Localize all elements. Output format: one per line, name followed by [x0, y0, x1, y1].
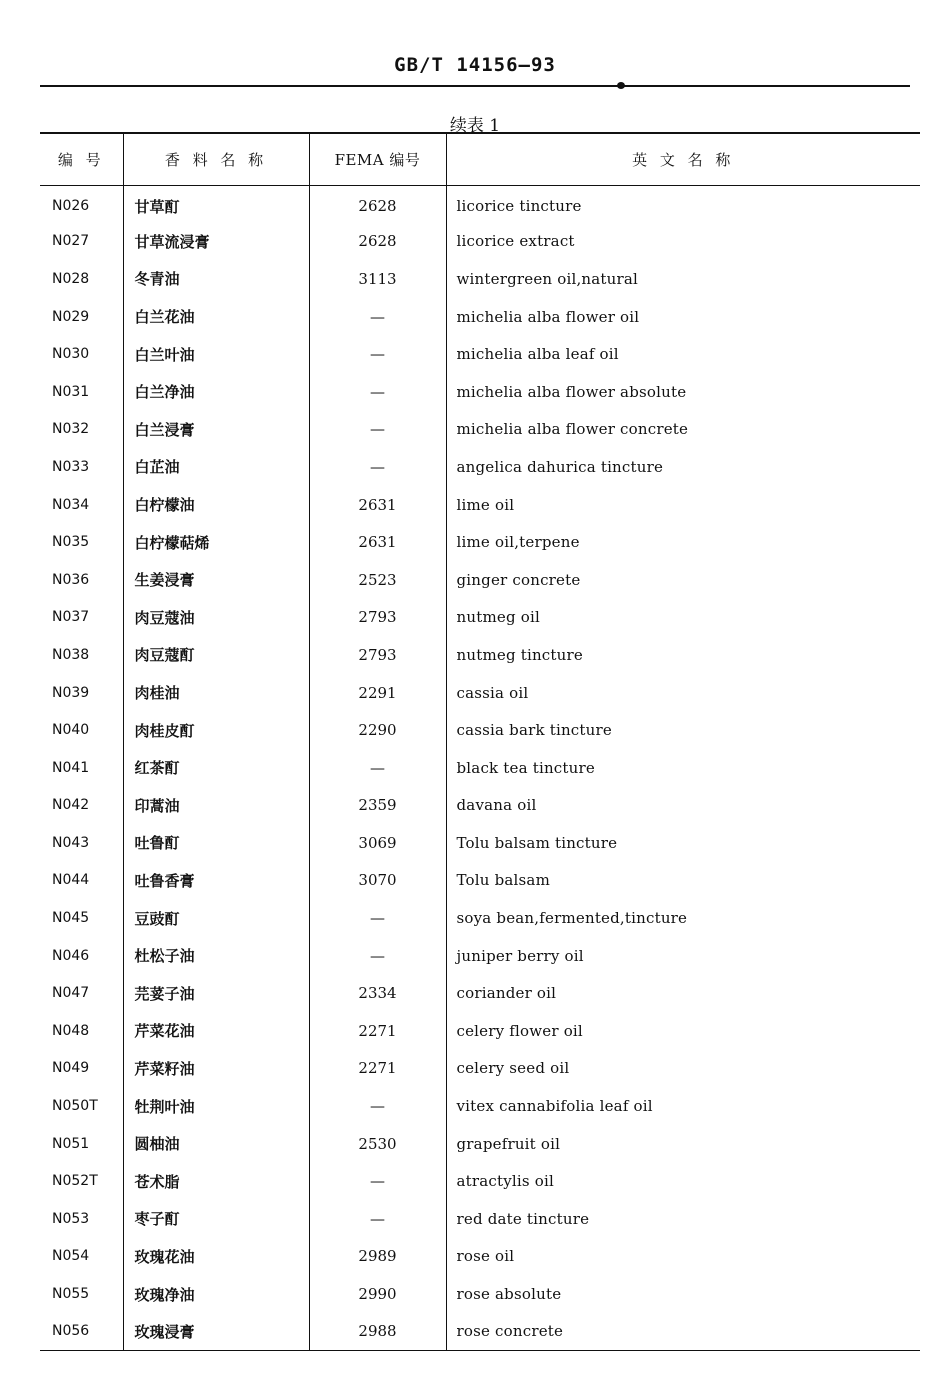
row-fema-number: 3070 [309, 862, 446, 900]
row-fema-number: — [309, 1087, 446, 1125]
row-fema-number: 3113 [309, 260, 446, 298]
table-caption: 续表 1 [449, 116, 501, 136]
table-row [40, 787, 920, 825]
row-fema-number: 2334 [309, 974, 446, 1012]
table-row [40, 749, 920, 787]
row-id: N035 [52, 534, 90, 551]
table-row [40, 1012, 920, 1050]
flavor-table-container [40, 132, 920, 1351]
column-header-english-name: 英 文 名 称 [446, 133, 920, 185]
row-fema-number: 2628 [309, 223, 446, 261]
table-row [40, 298, 920, 336]
row-chinese-name: 枣子酊 [123, 1200, 309, 1238]
row-english-name: rose absolute [446, 1275, 920, 1313]
row-english-name: soya bean,fermented,tincture [446, 899, 920, 937]
table-row [40, 1087, 920, 1125]
row-fema-number: — [309, 1200, 446, 1238]
row-english-name: celery flower oil [446, 1012, 920, 1050]
row-english-name: vitex cannabifolia leaf oil [446, 1087, 920, 1125]
row-english-name: coriander oil [446, 974, 920, 1012]
row-chinese-name: 白兰花油 [123, 298, 309, 336]
table-header-row [40, 133, 920, 185]
row-id: N048 [52, 1022, 90, 1039]
row-fema-number: 2793 [309, 636, 446, 674]
row-english-name: licorice extract [446, 223, 920, 261]
table-row [40, 223, 920, 261]
table-row [40, 1125, 920, 1163]
row-english-name: red date tincture [446, 1200, 920, 1238]
row-id: N056 [40, 1313, 123, 1351]
row-fema-number: — [309, 411, 446, 449]
row-chinese-name: 玫瑰净油 [123, 1275, 309, 1313]
header-rule-dot [617, 82, 625, 89]
row-english-name: michelia alba leaf oil [446, 335, 920, 373]
table-row [40, 373, 920, 411]
row-chinese-name: 玫瑰浸膏 [123, 1313, 309, 1351]
row-fema-number: 2271 [309, 1012, 446, 1050]
row-fema-number: — [309, 373, 446, 411]
row-english-name: juniper berry oil [446, 937, 920, 975]
row-fema-number: — [309, 448, 446, 486]
row-chinese-name: 印蒿油 [123, 787, 309, 825]
table-row [40, 448, 920, 486]
row-english-name: michelia alba flower absolute [446, 373, 920, 411]
row-chinese-name: 豆豉酊 [123, 899, 309, 937]
row-id: N032 [52, 421, 90, 438]
table-row [40, 899, 920, 937]
row-english-name: celery seed oil [446, 1050, 920, 1088]
table-row [40, 711, 920, 749]
row-id: N052T [52, 1173, 98, 1190]
row-id: N050T [52, 1098, 98, 1115]
table-row [40, 1162, 920, 1200]
table-row [40, 1313, 920, 1351]
table-row [40, 636, 920, 674]
row-id: N040 [52, 722, 90, 739]
row-english-name: grapefruit oil [446, 1125, 920, 1163]
row-id: N030 [52, 346, 90, 363]
row-chinese-name: 白柠檬萜烯 [123, 523, 309, 561]
row-id: N047 [52, 985, 90, 1002]
row-english-name: rose oil [446, 1238, 920, 1276]
row-english-name: nutmeg oil [446, 599, 920, 637]
row-english-name: nutmeg tincture [446, 636, 920, 674]
row-fema-number: 2291 [309, 674, 446, 712]
row-english-name: rose concrete [446, 1313, 920, 1351]
table-row [40, 824, 920, 862]
row-chinese-name: 红茶酊 [123, 749, 309, 787]
row-chinese-name: 芹菜籽油 [123, 1050, 309, 1088]
row-id: N026 [52, 198, 90, 215]
row-english-name: black tea tincture [446, 749, 920, 787]
row-english-name: wintergreen oil,natural [446, 260, 920, 298]
row-chinese-name: 芹菜花油 [123, 1012, 309, 1050]
row-id: N031 [52, 383, 90, 400]
row-fema-number: — [309, 1162, 446, 1200]
table-row [40, 523, 920, 561]
row-id: N034 [52, 496, 90, 513]
row-fema-number: — [309, 335, 446, 373]
row-chinese-name: 白柠檬油 [123, 486, 309, 524]
row-chinese-name: 肉桂油 [123, 674, 309, 712]
row-chinese-name: 甘草流浸膏 [123, 223, 309, 261]
row-fema-number: — [309, 749, 446, 787]
column-header-fema: FEMA 编号 [309, 133, 446, 185]
row-fema-number: — [309, 899, 446, 937]
row-fema-number: — [309, 298, 446, 336]
row-id: N033 [52, 458, 90, 475]
table-row [40, 185, 920, 223]
row-chinese-name: 苍术脂 [123, 1162, 309, 1200]
row-id: N029 [52, 308, 90, 325]
row-id: N053 [52, 1210, 90, 1227]
row-english-name: licorice tincture [446, 185, 920, 223]
row-english-name: angelica dahurica tincture [446, 448, 920, 486]
row-chinese-name: 甘草酊 [123, 185, 309, 223]
table-row [40, 862, 920, 900]
row-english-name: michelia alba flower concrete [446, 411, 920, 449]
row-chinese-name: 芫荽子油 [123, 974, 309, 1012]
row-id: N039 [52, 684, 90, 701]
flavor-table [40, 132, 920, 1351]
row-english-name: lime oil [446, 486, 920, 524]
table-row [40, 411, 920, 449]
row-english-name: Tolu balsam tincture [446, 824, 920, 862]
row-fema-number: 2793 [309, 599, 446, 637]
column-header-chinese-name: 香 料 名 称 [123, 133, 309, 185]
row-id: N028 [52, 270, 90, 287]
header-rule [40, 85, 910, 87]
row-id: N042 [52, 797, 90, 814]
row-chinese-name: 白兰浸膏 [123, 411, 309, 449]
row-chinese-name: 吐鲁香膏 [123, 862, 309, 900]
column-header-id: 编 号 [40, 133, 123, 185]
table-row [40, 486, 920, 524]
table-row [40, 561, 920, 599]
row-chinese-name: 圆柚油 [123, 1125, 309, 1163]
row-id: N036 [52, 571, 90, 588]
row-id: N043 [52, 834, 90, 851]
table-row [40, 599, 920, 637]
row-chinese-name: 玫瑰花油 [123, 1238, 309, 1276]
row-fema-number: 2631 [309, 486, 446, 524]
row-fema-number: 2359 [309, 787, 446, 825]
row-fema-number: 2523 [309, 561, 446, 599]
table-row [40, 1275, 920, 1313]
row-chinese-name: 白兰叶油 [123, 335, 309, 373]
row-fema-number: 2990 [309, 1275, 446, 1313]
table-row [40, 1238, 920, 1276]
row-id: N049 [52, 1060, 90, 1077]
row-id: N041 [52, 759, 90, 776]
table-row [40, 674, 920, 712]
row-english-name: davana oil [446, 787, 920, 825]
row-id: N037 [52, 609, 90, 626]
row-fema-number: 2530 [309, 1125, 446, 1163]
row-id: N055 [52, 1286, 90, 1303]
table-row [40, 974, 920, 1012]
table-row [40, 335, 920, 373]
row-english-name: lime oil,terpene [446, 523, 920, 561]
table-row [40, 1200, 920, 1238]
row-id: N046 [52, 947, 90, 964]
table-row [40, 937, 920, 975]
row-chinese-name: 白兰净油 [123, 373, 309, 411]
row-fema-number: 2989 [309, 1238, 446, 1276]
row-chinese-name: 吐鲁酊 [123, 824, 309, 862]
row-chinese-name: 肉豆蔻油 [123, 599, 309, 637]
table-body [40, 185, 920, 1350]
row-id: N044 [52, 872, 90, 889]
row-id: N054 [52, 1248, 90, 1265]
row-english-name: Tolu balsam [446, 862, 920, 900]
table-row [40, 260, 920, 298]
row-fema-number: 3069 [309, 824, 446, 862]
row-fema-number: 2271 [309, 1050, 446, 1088]
row-fema-number: 2290 [309, 711, 446, 749]
row-chinese-name: 肉桂皮酊 [123, 711, 309, 749]
row-fema-number: 2988 [309, 1313, 446, 1351]
standard-code: GB/T 14156—93 [394, 54, 556, 76]
row-id: N051 [52, 1135, 90, 1152]
row-chinese-name: 生姜浸膏 [123, 561, 309, 599]
row-english-name: cassia bark tincture [446, 711, 920, 749]
row-fema-number: — [309, 937, 446, 975]
row-english-name: atractylis oil [446, 1162, 920, 1200]
row-id: N038 [52, 646, 90, 663]
row-chinese-name: 杜松子油 [123, 937, 309, 975]
row-chinese-name: 牡荆叶油 [123, 1087, 309, 1125]
row-english-name: michelia alba flower oil [446, 298, 920, 336]
row-fema-number: 2631 [309, 523, 446, 561]
row-english-name: cassia oil [446, 674, 920, 712]
row-id: N045 [52, 910, 90, 927]
row-id: N027 [52, 233, 90, 250]
row-chinese-name: 肉豆蔻酊 [123, 636, 309, 674]
row-chinese-name: 白芷油 [123, 448, 309, 486]
row-english-name: ginger concrete [446, 561, 920, 599]
row-chinese-name: 冬青油 [123, 260, 309, 298]
row-fema-number: 2628 [309, 185, 446, 223]
table-row [40, 1050, 920, 1088]
